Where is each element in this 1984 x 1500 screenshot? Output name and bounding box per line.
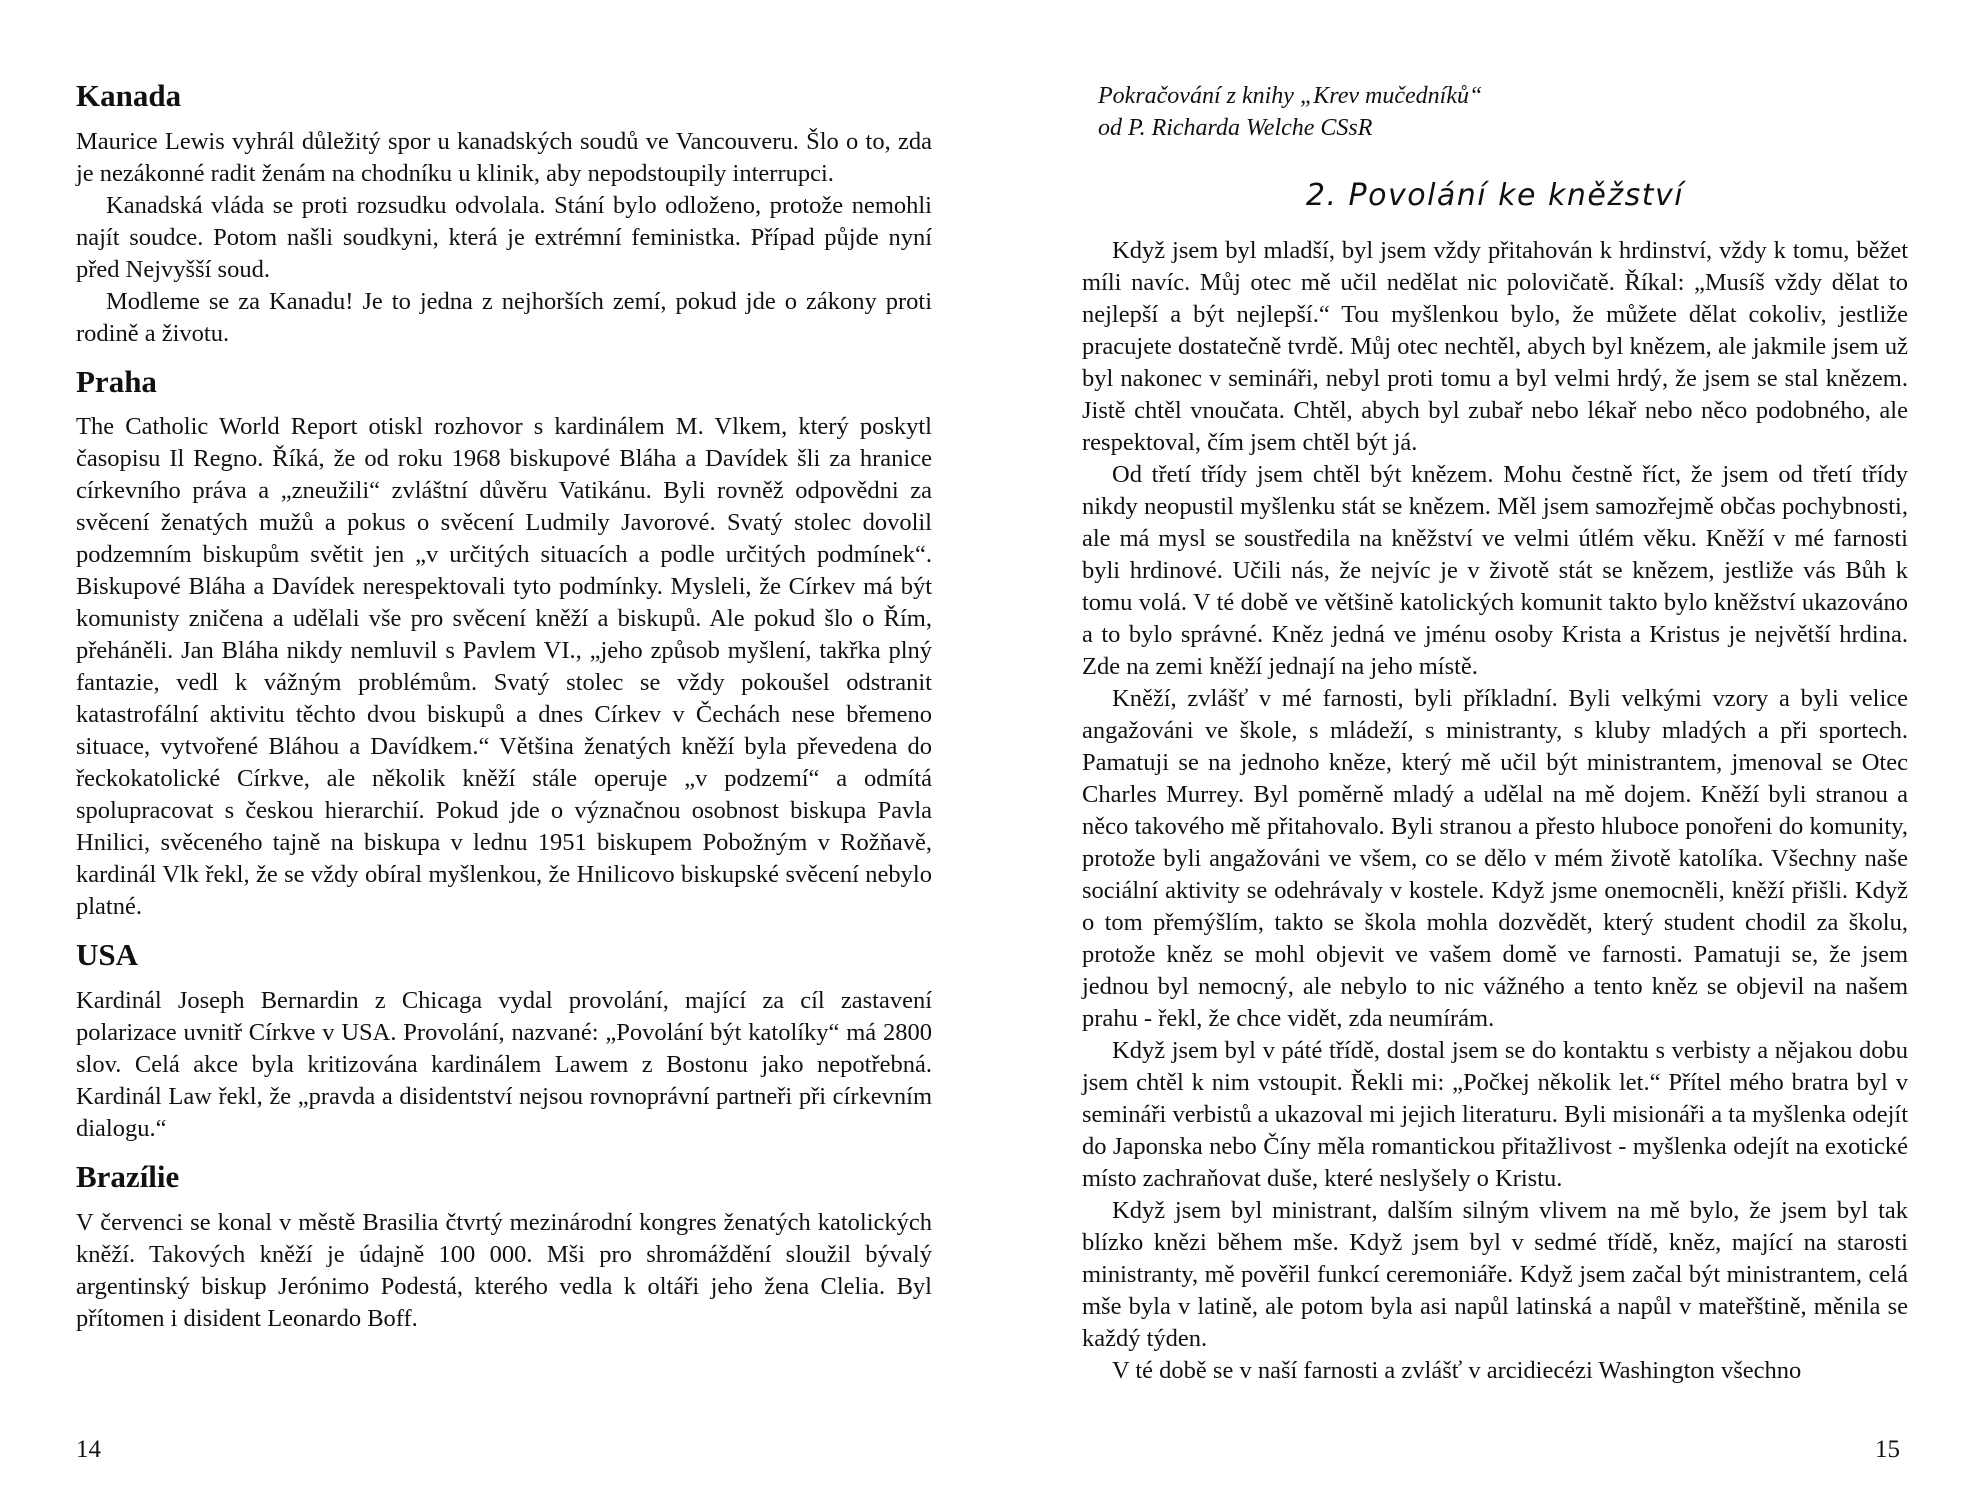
section-title: Brazílie — [76, 1158, 180, 1194]
paragraph: Když jsem byl v páté třídě, dostal jsem se do kontaktu s verbisty a nějakou dobu jsem chtěl k nim vstoupit. Řekli mi: „Počkej několik let.“ Přítel mého bratra byl v semináři verbistů a ukazoval mi jejich literaturu. Byli misionáři a ta myšlenka odejít do Japonska nebo Číny měla romantickou přitažlivost - myšlenka odejít na exotické místo zachraňovat duše, které neslyšely o Kristu. — [1082, 1037, 1908, 1192]
paragraph: Modleme se za Kanadu! Je to jedna z nejhorších zemí, pokud jde o zákony proti rodině a životu. — [76, 287, 932, 347]
right-page — [992, 0, 1984, 1500]
paragraph: Maurice Lewis vyhrál důležitý spor u kanadských soudů ve Vancouveru. Šlo o to, zda je nezákonné radit ženám na chodníku u klinik, aby nepodstoupily interrupci. — [76, 127, 932, 187]
section-praha — [76, 364, 932, 924]
right-column — [1082, 80, 1908, 1387]
paragraph: Kněží, zvlášť v mé farnosti, byli příkladní. Byli velkými vzory a byli velice angažováni ve škole, s mládeží, s ministranty, s kluby mladých a při sportech. Pamatuji se na jednoho kněze, který mě učil být ministrantem, jmenoval se Otec Charles Murrey. Byl poměrně mladý a udělal na mě dojem. Kněží byli stranou a něco takového mě přitahovalo. Byli stranou a přesto hluboce ponořeni do komunity, protože byli angažováni ve všem, co se dělo v mém životě katolíka. Všechny naše sociální aktivity se odehrávaly v kostele. Když jsme onemocněli, kněží přišli. Když o tom přemýšlím, takto se škola mohla dozvědět, který student chodil za školu, protože kněz se mohl objevit ve vašem domě ve farnosti. Pamatuji se, že jsem jednou byl nemocný, ale nebylo to nic vážného a tento kněz se objevil na našem prahu - řekl, že chce vidět, zda neumírám. — [1082, 685, 1908, 1032]
section-title: Kanada — [76, 78, 182, 113]
paragraph: The Catholic World Report otiskl rozhovor s kardinálem M. Vlkem, který poskytl časopisu Il Regno. Říká, že od roku 1968 biskupové Bláha a Davídek šli za hranice církevního práva a „zneužili“ zvláštní důvěru Vatikánu. Byli rovněž odpovědni za svěcení ženatých mužů a pokus o svěcení Ludmily Javorové. Svatý stolec dovolil podzemním biskupům světit jen „v určitých situacích a podle určitých podmínek“. Biskupové Bláha a Davídek nerespektovali tyto podmínky. Mysleli, že Církev má být komunisty zničena a udělali vše pro svěcení kněží a biskupů. Ale pokud šlo o Řím, přeháněli. Jan Bláha nikdy nemluvil s Pavlem VI., „jeho způsob myšlení, takřka plný fantazie, vedl k vážným problémům. Svatý stolec se vždy pokoušel odstranit katastrofální aktivitu těchto dvou biskupů a dnes Církev v Čechách nese břemeno situace, vytvořené Bláhou a Davídkem.“ Většina ženatých kněží byla převedena do řeckokatolické Církve, ale několik kněží stále operuje „v podzemí“ a odmítá spolupracovat s českou hierarchií. Pokud jde o význačnou osobnost biskupa Pavla Hnilici, svěceného tajně na biskupa v lednu 1951 biskupem Pobožným v Rožňavě, kardinál Vlk řekl, že se vždy obíral myšlenkou, že Hnilicovo biskupské svěcení nebylo platné. — [76, 413, 932, 921]
left-column — [76, 78, 932, 1335]
section-usa — [76, 937, 932, 1145]
page-number-left: 14 — [76, 1436, 101, 1463]
section-brazilie — [76, 1159, 932, 1335]
source-author: od P. Richarda Welche CSsR — [1098, 115, 1373, 141]
paragraph: Když jsem byl mladší, byl jsem vždy přitahován k hrdinství, vždy k tomu, běžet míli navíc. Můj otec mě učil nedělat nic polovičatě. Říkal: „Musíš vždy dělat to nejlepší a být nejlepší.“ Tou myšlenkou bylo, že můžete dělat cokoliv, jestliže pracujete dostatečně tvrdě. Můj otec nechtěl, abych byl knězem, ale jakmile jsem už byl nakonec v semináři, nebyl proti tomu a byl velmi hrdý, že jsem se stal knězem. Jistě chtěl vnoučata. Chtěl, abych byl zubař nebo lékař nebo něco podobného, ale respektoval, čím jsem chtěl být já. — [1082, 237, 1908, 456]
source-line: Pokračování z knihy „Krev mučedníků“ — [1098, 83, 1483, 109]
paragraph: Kardinál Joseph Bernardin z Chicaga vydal provolání, mající za cíl zastavení polarizace uvnitř Církve v USA. Provolání, nazvané: „Povolání být katolíky“ má 2800 slov. Celá akce byla kritizována kardinálem Lawem z Bostonu jako nepotřebná. Kardinál Law řekl, že „pravda a disidentství nejsou rovnoprávní partneři při církevním dialogu.“ — [76, 986, 932, 1142]
paragraph: V té době se v naší farnosti a zvlášť v arcidiecézi Washington všechno — [1112, 1357, 1802, 1384]
section-kanada — [76, 78, 932, 350]
chapter-title: 2. Povolání ke kněžství — [1305, 178, 1685, 213]
section-title: USA — [76, 937, 139, 973]
paragraph: Když jsem byl ministrant, dalším silným vlivem na mě bylo, že jsem byl tak blízko knězi během mše. Když jsem byl v sedmé třídě, kněz, mající na starosti ministranty, mě pověřil funkcí ceremoniáře. Když jsem začal být ministrantem, celá mše byla v latině, ale potom byla asi napůl latinská a napůl v mateřštině, měnila se každý týden. — [1082, 1197, 1908, 1352]
section-title: Praha — [76, 363, 157, 399]
paragraph: Kanadská vláda se proti rozsudku odvolala. Stání bylo odloženo, protože nemohli najít soudce. Potom našli soudkyni, která je extrémní feministka. Případ půjde nyní před Nejvyšší soud. — [76, 191, 932, 283]
paragraph: V červenci se konal v městě Brasilia čtvrtý mezinárodní kongres ženatých katolických kněží. Takových kněží je údajně 100 000. Mši pro shromáždění sloužil bývalý argentinský biskup Jerónimo Podestá, kterého vedla k oltáři jeho žena Clelia. Byl přítomen i disident Leonardo Boff. — [76, 1208, 932, 1332]
page-number-right: 15 — [1875, 1436, 1900, 1463]
paragraph: Od třetí třídy jsem chtěl být knězem. Mohu čestně říct, že jsem od třetí třídy nikdy neopustil myšlenku stát se knězem. Měl jsem samozřejmě občas pochybnosti, ale má mysl se soustředila na kněžství ve velmi útlém věku. Kněží v mé farnosti byli hrdinové. Učili nás, že nejvíc je v životě stát se knězem, jestliže vás Bůh k tomu volá. V té době ve většině katolických komunit takto bylo kněžství ukazováno a to bylo správné. Kněz jedná ve jménu osoby Krista a Kristus je největší hrdina. Zde na zemi kněží jednají na jeho místě. — [1082, 461, 1908, 680]
